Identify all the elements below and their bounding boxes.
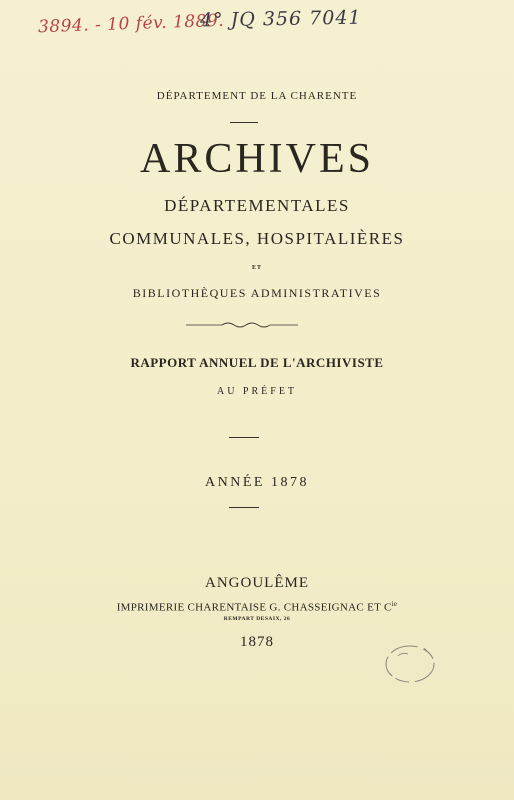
subtitle-conjunction: ET [251, 265, 262, 271]
subtitle-departementales: DÉPARTEMENTALES [164, 196, 350, 215]
publication-year: 1878 [240, 634, 274, 650]
ornamental-divider [186, 321, 298, 329]
printer-line [0, 600, 514, 614]
handwritten-date-note: 3894. - 10 fév. 1889. [37, 10, 225, 38]
handwritten-shelfmark: 4° JQ 356 7041 [199, 6, 362, 32]
divider-year-top [229, 437, 259, 438]
printer-suffix: ie [391, 600, 398, 608]
department-line: DÉPARTEMENT DE LA CHARENTE [156, 90, 358, 102]
report-addressee: AU PRÉFET [216, 386, 298, 397]
printer-address: REMPART DESAIX, 26 [223, 616, 291, 622]
divider-top [230, 122, 258, 123]
subtitle-bibliotheques: BIBLIOTHÈQUES ADMINISTRATIVES [132, 286, 382, 300]
main-title: ARCHIVES [139, 136, 375, 182]
publication-city: ANGOULÊME [205, 575, 309, 591]
printer-name: IMPRIMERIE CHARENTAISE G. CHASSEIGNAC ET C [116, 601, 392, 614]
year-heading: ANNÉE 1878 [205, 475, 309, 490]
subtitle-communales: COMMUNALES, HOSPITALIÈRES [109, 229, 405, 248]
divider-year-bottom [229, 507, 259, 508]
report-heading: RAPPORT ANNUEL DE L'ARCHIVISTE [130, 355, 384, 370]
library-stamp [380, 640, 440, 686]
